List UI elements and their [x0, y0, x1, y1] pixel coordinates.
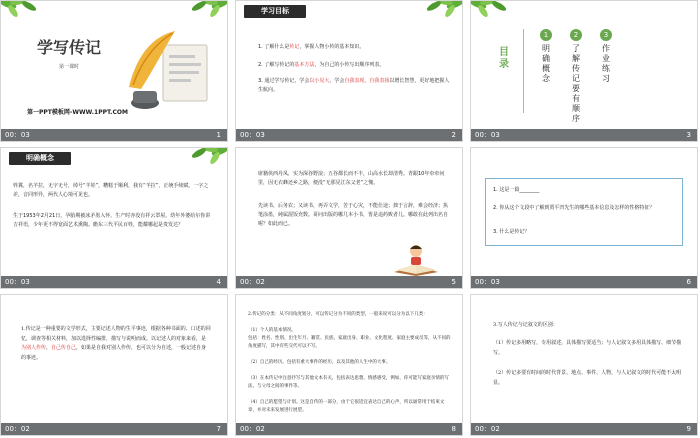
objective-item-1: 1. 了解什么是传记，掌握人物小传的基本知识。	[258, 44, 365, 50]
slide-7-thumbnail[interactable]	[0, 294, 228, 436]
slide-timing: 00：02	[240, 278, 265, 286]
toc-item-3[interactable]	[599, 29, 613, 84]
slide-heading: 明确概念	[9, 152, 71, 165]
slide-1-thumbnail[interactable]	[0, 0, 228, 142]
slide-footer-text: 第一PPT模板网-WWW.1PPT.COM	[27, 109, 128, 116]
leaf-decoration-icon	[185, 147, 228, 164]
toc-title: 目录	[499, 47, 509, 70]
quill-and-document-icon	[119, 27, 219, 117]
slide-number: 7	[216, 425, 221, 433]
boy-reading-book-icon	[392, 242, 440, 278]
toc-label: 了解传记要有顺序	[572, 44, 580, 123]
slide-status-bar	[471, 276, 697, 288]
toc-label: 明确概念	[542, 44, 550, 83]
toc-label: 作业练习	[602, 44, 610, 83]
toc-divider	[523, 29, 524, 113]
list-item: 2.传记的分类：从不同角度划分，可以传记分为不同的类型，一般来说可以分为以下几类：	[248, 312, 428, 317]
list-item: （2）传记多要有时间的时代背景、地点、事件、人物，与人记叙文的时代可能不太明显。	[493, 370, 682, 386]
leaf-decoration-icon	[420, 0, 463, 17]
slide-number: 2	[451, 131, 456, 139]
slide-number: 5	[451, 278, 456, 286]
slide-status-bar	[471, 423, 697, 435]
list-item: 3.写人传记与记叙文的区别：	[493, 322, 558, 328]
slide-title: 学写传记	[37, 38, 102, 57]
slide-timing: 00：03	[475, 131, 500, 139]
slide-status-bar	[1, 276, 227, 288]
slide-timing: 00：02	[5, 425, 30, 433]
question-2: 2. 你从这个文段中了解到贾平凹先生的哪些基本信息及怎样的性格特征？	[493, 205, 655, 211]
paragraph: 姓冀，名羊拉，无字无号，绰号“羊娃”，糟糕于顺利，我有“羊拉”，正统手续赋，一字之差，音同形异，两代人心境可见也。	[13, 183, 209, 198]
slide-4-thumbnail[interactable]	[0, 147, 228, 289]
slide-heading: 学习目标	[244, 5, 306, 18]
paragraph: 先读书，后务农；又读书，再弄文学，苦于心灾，不能仕途；拙于言辞，难会经济；执笔涂墨，純属混饭充数。哥问出版的哪几本小书，皆是违药败者儿。哪敢在此列出名自呢？如此而已。	[258, 203, 449, 227]
question-3: 3. 什么是传记？	[493, 229, 530, 235]
slide-status-bar	[236, 276, 462, 288]
slide-timing: 00：03	[5, 278, 30, 286]
list-item: （3）在本传记中注意抒写与其他文本有关，包括表达思想、情感感受，例如，你可能写家庭亲情的写法，与父母之间的事件等。	[248, 376, 449, 389]
slide-number: 3	[686, 131, 691, 139]
slide-status-bar	[236, 423, 462, 435]
slide-number: 6	[686, 278, 691, 286]
question-1: 1. 这是一篇________	[493, 187, 540, 193]
paragraph: 1.传记是一种重要的文学形式，主要记述人物的生平事迹，根据各种书面的、口述的回忆，调查等相关材料，加以选择性编排，描写与说明而成。以记述人的对象来看，是为别人作传，自己传自己，如果是自我对别人作传，也可以分为自述，一般记述自身的事迹。	[21, 326, 211, 361]
slide-timing: 00：03	[240, 131, 265, 139]
slide-2-thumbnail[interactable]	[235, 0, 463, 142]
leaf-decoration-icon	[470, 0, 513, 17]
slide-timing: 00：03	[475, 278, 500, 286]
toc-item-2[interactable]	[569, 29, 583, 124]
list-item: （2）自己的经历。包括有重大事件的经历，以及其他的人生中的大事。	[248, 360, 391, 365]
slide-9-thumbnail[interactable]	[470, 294, 698, 436]
paragraph: 席籍侠西丹凤，实为深谷野浪；五谷都长而不丰，山高水长却清秀。青跟10年牵牵问里，因无衣蜂还乡之路，便没“无那见江东父老”之愧。	[258, 171, 445, 186]
toc-item-1[interactable]	[539, 29, 553, 84]
slide-subtitle: 第一课时	[59, 64, 80, 70]
slide-number: 8	[451, 425, 456, 433]
slide-number: 9	[686, 425, 691, 433]
slide-timing: 00：02	[240, 425, 265, 433]
slide-number: 1	[216, 131, 221, 139]
slide-status-bar	[1, 423, 227, 435]
list-item: （1）传记多用略写，专用叙述，具体描写要适当；与人记叙文多用具体描写、细节描写。	[493, 340, 682, 356]
slide-6-thumbnail[interactable]	[470, 147, 698, 289]
slide-timing: 00：02	[475, 425, 500, 433]
objective-item-3: 3. 通过学写传记，学会以小见大，学会自我表现，自我表扬以增长智慧，更好地把握人生航向。	[258, 78, 450, 93]
toc-number-badge: 3	[600, 29, 612, 41]
slide-5-thumbnail[interactable]	[235, 147, 463, 289]
objective-item-2: 2. 了解写传记的基本方法，为自己的小传写出顺序列表。	[258, 62, 385, 68]
list-item: （4）自己的愿望与计划。这是自传的一部分，由于它很适宜表达自己的心声，所以通常用于结束文章，并对未来发展进行展望。	[248, 400, 445, 413]
slide-status-bar	[1, 129, 227, 141]
leaf-decoration-icon	[0, 0, 43, 17]
slide-3-thumbnail[interactable]	[470, 0, 698, 142]
list-item: 包括：姓名、性别、出生年月、籍贯、民族、家庭出身、职业、文化程度、家庭主要成员等，从不同的角度描写，其中有些交代可以不写。	[248, 336, 451, 349]
slide-status-bar	[471, 129, 697, 141]
paragraph: 生于1953年2月21日，孕胎期被冰矛墨入怀，生产时亦没有祥云罩屋。幼年外婆给尔你讲吉祥语，少年更不得宽面艺术熏陶。瞻东三代平民百姓，能耀哪起是贵发达？	[13, 213, 211, 228]
leaf-decoration-icon	[185, 0, 228, 17]
slide-timing: 00：03	[5, 131, 30, 139]
toc-number-badge: 1	[540, 29, 552, 41]
slide-8-thumbnail[interactable]	[235, 294, 463, 436]
slide-number: 4	[216, 278, 221, 286]
toc-number-badge: 2	[570, 29, 582, 41]
list-item: （1）个人的基本情况。	[248, 328, 296, 333]
slide-status-bar	[236, 129, 462, 141]
